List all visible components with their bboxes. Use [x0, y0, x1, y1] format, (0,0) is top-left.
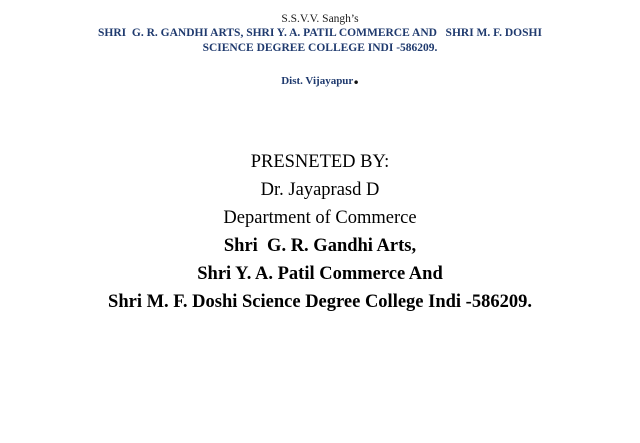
college-header — [0, 12, 640, 88]
college-name-line-1: SHRI G. R. GANDHI ARTS, SHRI Y. A. PATIL COMMERCE AND SHRI M. F. DOSHI — [98, 27, 542, 39]
college-name-line-2: SCIENCE DEGREE COLLEGE INDI -586209. — [202, 42, 438, 54]
district-line — [0, 64, 640, 89]
district-dot: . — [353, 64, 359, 89]
presenter-block — [0, 148, 640, 316]
presenter-college-line-3: Shri M. F. Doshi Science Degree College Indi -586209. — [108, 292, 532, 312]
presenter-college-line-1: Shri G. R. Gandhi Arts, — [223, 236, 417, 256]
district-name: Dist. Vijayapur — [281, 75, 354, 87]
presented-by-heading: PRESNETED BY: — [250, 152, 390, 172]
presenter-department: Department of Commerce — [223, 208, 417, 228]
presenter-name: Dr. Jayaprasd D — [260, 180, 380, 200]
sangh-name: S.S.V.V. Sangh’s — [281, 13, 359, 25]
presenter-college-line-2: Shri Y. A. Patil Commerce And — [197, 264, 443, 284]
